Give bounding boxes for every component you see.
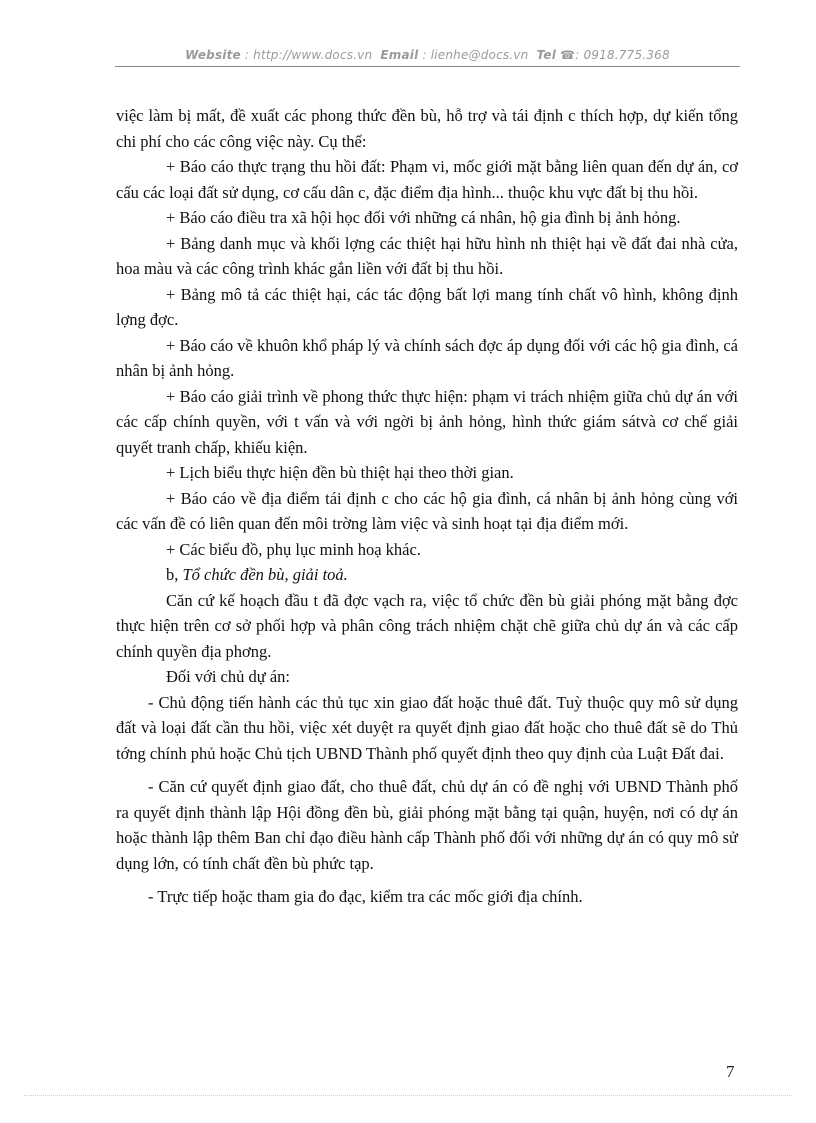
phone-icon: ☎ <box>560 48 576 62</box>
body-text <box>116 103 738 910</box>
paragraph <box>116 562 738 588</box>
paragraph: + Lịch biểu thực hiện đền bù thiệt hại theo thời gian. <box>166 463 514 482</box>
bottom-divider <box>24 1095 792 1096</box>
paragraph: + Báo cáo điều tra xã hội học đối với những cá nhân, hộ gia đình bị ảnh hỏng. <box>166 208 681 227</box>
paragraph: - Trực tiếp hoặc tham gia đo đạc, kiểm tra các mốc giới địa chính. <box>148 887 583 906</box>
page-number: 7 <box>726 1062 735 1081</box>
website-label: Website <box>185 48 241 62</box>
tel-value: : 0918.775.368 <box>575 48 670 62</box>
paragraph: Căn cứ kế hoạch đầu t đã đợc vạch ra, việc tổ chức đền bù giải phóng mặt bằng đợc thực hiện trên cơ sở phối hợp và phân công trách nhiệm chặt chẽ giữa chủ dự án và các cấp chính quyền địa phơng. <box>116 590 738 661</box>
tel-label: Tel <box>536 48 557 62</box>
paragraph: + Báo cáo về địa điểm tái định c cho các hộ gia đình, cá nhân bị ảnh hỏng cùng với các vấn đề có liên quan đến môi trờng làm việc và sinh hoạt tại địa điểm mới. <box>116 488 738 533</box>
paragraph: + Báo cáo giải trình về phong thức thực hiện: phạm vi trách nhiệm giữa chủ dự án với các cấp chính quyền, với t vấn và với ngời bị ảnh hỏng, hình thức giám sátvà cơ chế giải quyết tranh chấp, khiếu kiện. <box>116 386 738 457</box>
paragraph: + Các biểu đồ, phụ lục minh hoạ khác. <box>166 539 421 559</box>
paragraph: - Căn cứ quyết định giao đất, cho thuê đất, chủ dự án có đề nghị với UBND Thành phố ra quyết định thành lập Hội đồng đền bù, giải phóng mặt bằng tại quận, huyện, nơi có dự án hoặc thành lập thêm Ban chỉ đạo điều hành cấp Thành phố đối với những dự án có quy mô sử dụng lớn, có tính chất đền bù phức tạp. <box>116 777 738 873</box>
website-value: : http://www.docs.vn <box>244 48 373 62</box>
email-label: Email <box>380 48 419 62</box>
page-header <box>115 48 740 62</box>
email-value: : lienhe@docs.vn <box>422 48 529 62</box>
paragraph: - Chủ động tiến hành các thủ tục xin giao đất hoặc thuê đất. Tuỳ thuộc quy mô sử dụng đất và loại đất cần thu hồi, việc xét duyệt ra quyết định giao đất hoặc cho thuê đất sẽ do Thủ tớng chính phủ hoặc Chủ tịch UBND Thành phố quyết định theo quy định của Luật Đất đai. <box>116 692 738 763</box>
paragraph: việc làm bị mất, đề xuất các phong thức đền bù, hỗ trợ và tái định c thích hợp, dự kiến tổng chi phí cho các công việc này. Cụ thể: <box>116 106 738 151</box>
header-divider <box>115 66 740 67</box>
paragraph: + Báo cáo về khuôn khổ pháp lý và chính sách đợc áp dụng đối với các hộ gia đình, cá nhân bị ảnh hỏng. <box>116 335 738 380</box>
paragraph: + Bảng mô tả các thiệt hại, các tác động bất lợi mang tính chất vô hình, không định lợng đợc. <box>116 284 738 329</box>
paragraph: + Bảng danh mục và khối lợng các thiệt hại hữu hình nh thiệt hại về đất đai nhà cửa, hoa màu và các công trình khác gắn liền với đất bị thu hồi. <box>116 233 738 278</box>
section-prefix: b, <box>166 565 183 584</box>
paragraph: + Báo cáo thực trạng thu hồi đất: Phạm vi, mốc giới mặt bằng liên quan đến dự án, cơ cấu các loại đất sử dụng, cơ cấu dân c, đặc điểm địa hình... thuộc khu vực đất bị thu hồi. <box>116 157 738 202</box>
paragraph: Đối với chủ dự án: <box>166 667 290 686</box>
section-heading: Tổ chức đền bù, giải toả. <box>182 565 348 584</box>
